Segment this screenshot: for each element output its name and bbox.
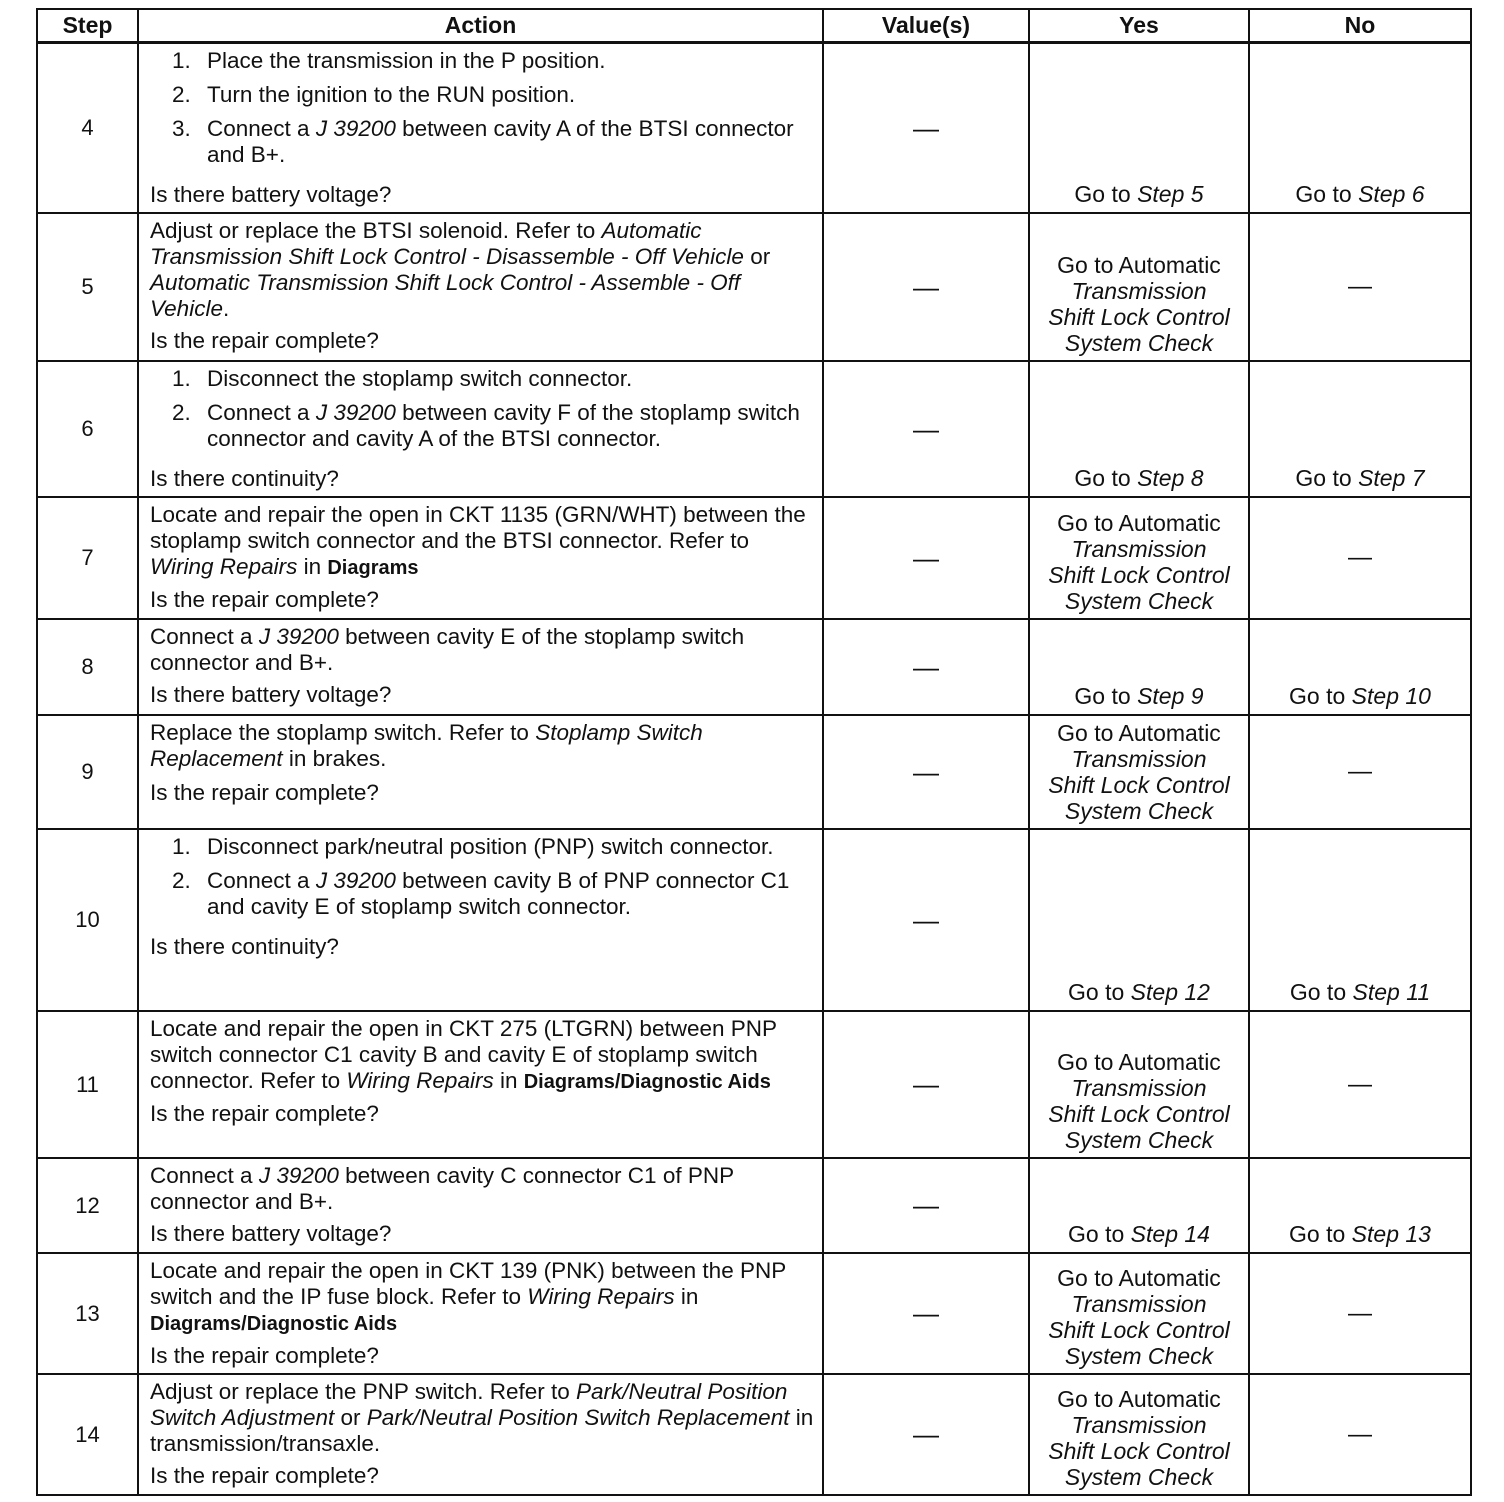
table-row-step-12 xyxy=(37,1158,1471,1253)
table-row-step-13 xyxy=(37,1253,1471,1374)
action-question: Is there battery voltage? xyxy=(150,682,392,707)
table-row-step-10 xyxy=(37,829,1471,1011)
step-number: 11 xyxy=(37,1011,138,1158)
table-row-step-11 xyxy=(37,1011,1471,1158)
table-row-step-14 xyxy=(37,1374,1471,1495)
list-item: 1. Disconnect the stoplamp switch connector. xyxy=(172,366,633,391)
action-question: Is there battery voltage? xyxy=(150,1221,392,1246)
action-text: Adjust or replace the BTSI solenoid. Refer to Automatic Transmission Shift Lock Control - Disassemble - Off Vehicle or Automatic Transmission Shift Lock Control - Assemble - Off Vehicle. xyxy=(150,218,771,321)
step-number: 9 xyxy=(37,715,138,829)
step-number: 8 xyxy=(37,619,138,715)
values-cell: — xyxy=(823,1158,1029,1253)
yes-cell: Go to Step 5 xyxy=(1029,43,1249,214)
yes-cell: Go to Step 12 xyxy=(1029,829,1249,1011)
action-cell xyxy=(138,619,823,715)
table-row-step-9 xyxy=(37,715,1471,829)
no-cell: — xyxy=(1249,1253,1471,1374)
table-row-step-5 xyxy=(37,213,1471,361)
step-number: 6 xyxy=(37,361,138,497)
values-cell: — xyxy=(823,1011,1029,1158)
header-action: Action xyxy=(138,9,823,43)
no-cell: — xyxy=(1249,1011,1471,1158)
action-question: Is there battery voltage? xyxy=(150,182,392,207)
action-text: Locate and repair the open in CKT 1135 (GRN/WHT) between the stoplamp switch connector and the BTSI connector. Refer to Wiring Repairs in Diagrams xyxy=(150,502,806,579)
yes-cell: Go to Automatic Transmission Shift Lock Control System Check xyxy=(1029,715,1249,829)
action-question: Is the repair complete? xyxy=(150,1463,379,1488)
values-cell: — xyxy=(823,619,1029,715)
action-cell xyxy=(138,497,823,619)
action-steps xyxy=(150,48,814,176)
action-cell xyxy=(138,361,823,497)
values-cell: — xyxy=(823,1253,1029,1374)
no-cell: — xyxy=(1249,213,1471,361)
yes-cell: Go to Automatic Transmission Shift Lock Control System Check xyxy=(1029,1011,1249,1158)
table-row-step-4 xyxy=(37,43,1471,214)
header-row xyxy=(37,9,1471,43)
step-number: 14 xyxy=(37,1374,138,1495)
list-item: 2. Connect a J 39200 between cavity B of PNP connector C1 and cavity E of stoplamp switch connector. xyxy=(172,868,790,919)
yes-cell: Go to Step 9 xyxy=(1029,619,1249,715)
action-steps xyxy=(150,366,814,460)
step-number: 4 xyxy=(37,43,138,214)
diagnostic-table xyxy=(36,8,1472,1496)
action-cell xyxy=(138,1374,823,1495)
list-item: 3. Connect a J 39200 between cavity A of the BTSI connector and B+. xyxy=(172,116,794,167)
action-text: Connect a J 39200 between cavity E of the stoplamp switch connector and B+. xyxy=(150,624,745,675)
yes-cell: Go to Step 14 xyxy=(1029,1158,1249,1253)
values-cell: — xyxy=(823,497,1029,619)
list-item: 1. Place the transmission in the P position. xyxy=(172,48,606,73)
step-number: 10 xyxy=(37,829,138,1011)
values-cell: — xyxy=(823,1374,1029,1495)
no-cell: Go to Step 10 xyxy=(1249,619,1471,715)
yes-cell: Go to Automatic Transmission Shift Lock Control System Check xyxy=(1029,1374,1249,1495)
action-cell xyxy=(138,829,823,1011)
list-item: 2. Connect a J 39200 between cavity F of the stoplamp switch connector and cavity A of the BTSI connector. xyxy=(172,400,800,451)
step-number: 13 xyxy=(37,1253,138,1374)
action-text: Locate and repair the open in CKT 275 (LTGRN) between PNP switch connector C1 cavity B and cavity E of stoplamp switch connector. Refer to Wiring Repairs in Diagrams/Diagnostic Aids xyxy=(150,1016,777,1093)
step-number: 12 xyxy=(37,1158,138,1253)
step-number: 7 xyxy=(37,497,138,619)
header-no: No xyxy=(1249,9,1471,43)
header-step: Step xyxy=(37,9,138,43)
action-steps xyxy=(150,834,814,928)
action-question: Is the repair complete? xyxy=(150,587,379,612)
no-cell: — xyxy=(1249,1374,1471,1495)
action-question: Is the repair complete? xyxy=(150,1343,379,1368)
table-row-step-6 xyxy=(37,361,1471,497)
table-row-step-7 xyxy=(37,497,1471,619)
values-cell: — xyxy=(823,715,1029,829)
action-question: Is there continuity? xyxy=(150,466,339,491)
no-cell: — xyxy=(1249,497,1471,619)
table-row-step-8 xyxy=(37,619,1471,715)
header-yes: Yes xyxy=(1029,9,1249,43)
action-question: Is the repair complete? xyxy=(150,780,379,805)
no-cell: Go to Step 13 xyxy=(1249,1158,1471,1253)
action-question: Is the repair complete? xyxy=(150,328,379,353)
list-item: 1. Disconnect park/neutral position (PNP) switch connector. xyxy=(172,834,774,859)
values-cell: — xyxy=(823,829,1029,1011)
no-cell: Go to Step 11 xyxy=(1249,829,1471,1011)
action-cell xyxy=(138,715,823,829)
values-cell: — xyxy=(823,361,1029,497)
action-question: Is there continuity? xyxy=(150,934,339,959)
action-cell xyxy=(138,1158,823,1253)
values-cell: — xyxy=(823,43,1029,214)
no-cell: Go to Step 6 xyxy=(1249,43,1471,214)
step-number: 5 xyxy=(37,213,138,361)
action-text: Locate and repair the open in CKT 139 (PNK) between the PNP switch and the IP fuse block. Refer to Wiring Repairs in Diagrams/Diagnostic Aids xyxy=(150,1258,786,1335)
yes-cell: Go to Step 8 xyxy=(1029,361,1249,497)
action-text: Replace the stoplamp switch. Refer to Stoplamp Switch Replacement in brakes. xyxy=(150,720,703,771)
no-cell: — xyxy=(1249,715,1471,829)
action-cell xyxy=(138,1253,823,1374)
list-item: 2. Turn the ignition to the RUN position. xyxy=(172,82,576,107)
action-cell xyxy=(138,1011,823,1158)
action-question: Is the repair complete? xyxy=(150,1101,379,1126)
no-cell: Go to Step 7 xyxy=(1249,361,1471,497)
yes-cell: Go to Automatic Transmission Shift Lock Control System Check xyxy=(1029,497,1249,619)
action-cell xyxy=(138,43,823,214)
values-cell: — xyxy=(823,213,1029,361)
yes-cell: Go to Automatic Transmission Shift Lock Control System Check xyxy=(1029,213,1249,361)
header-values: Value(s) xyxy=(823,9,1029,43)
action-text: Adjust or replace the PNP switch. Refer to Park/Neutral Position Switch Adjustment or Park/Neutral Position Switch Replacement in transmission/transaxle. xyxy=(150,1379,814,1456)
action-text: Connect a J 39200 between cavity C connector C1 of PNP connector and B+. xyxy=(150,1163,734,1214)
action-cell xyxy=(138,213,823,361)
yes-cell: Go to Automatic Transmission Shift Lock Control System Check xyxy=(1029,1253,1249,1374)
